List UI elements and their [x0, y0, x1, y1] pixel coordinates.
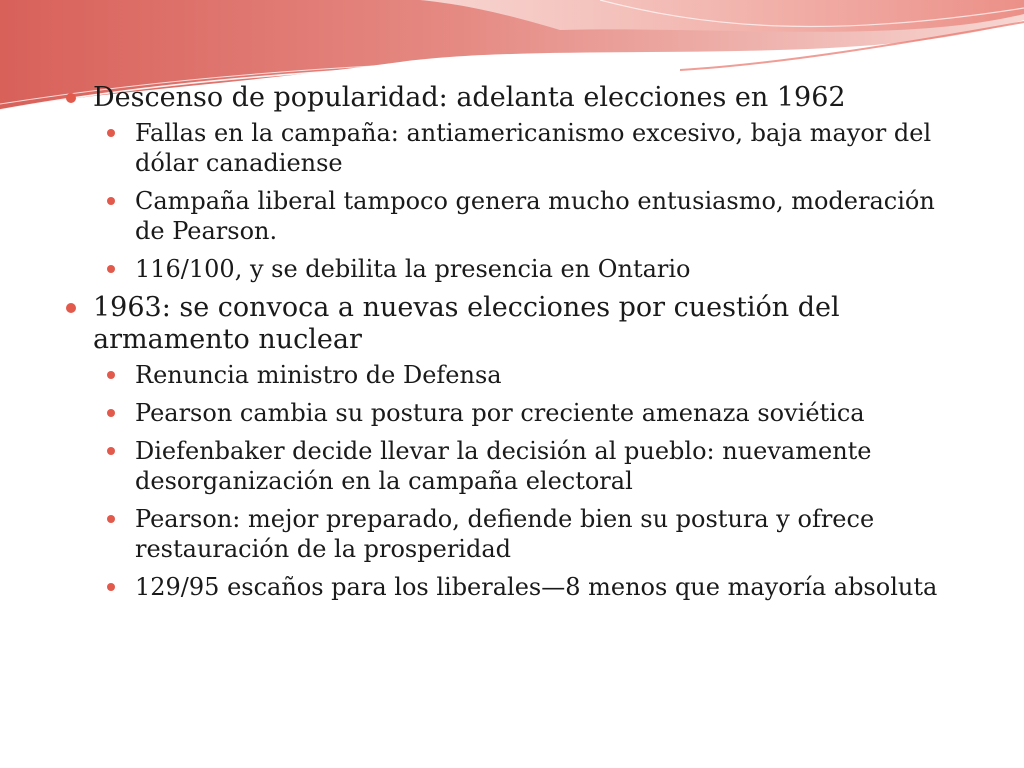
bullet-dot-icon	[107, 265, 115, 273]
sub-bullet-item	[107, 360, 962, 390]
bullet-dot-icon	[107, 371, 115, 379]
bullet-item	[62, 82, 962, 284]
sub-bullet-list	[93, 118, 962, 284]
sub-bullet-text: 116/100, y se debilita la presencia en Ontario	[135, 255, 691, 283]
sub-bullet-text: 129/95 escaños para los liberales—8 menos que mayoría absoluta	[135, 573, 938, 601]
sub-bullet-text: Pearson cambia su postura por creciente amenaza soviética	[135, 399, 865, 427]
bullet-dot-icon	[107, 129, 115, 137]
bullet-dot-icon	[107, 409, 115, 417]
sub-bullet-item	[107, 572, 962, 602]
sub-bullet-item	[107, 398, 962, 428]
sub-bullet-text: Diefenbaker decide llevar la decisión al pueblo: nuevamente desorganización en la campaña electoral	[135, 437, 872, 495]
sub-bullet-text: Fallas en la campaña: antiamericanismo excesivo, baja mayor del dólar canadiense	[135, 119, 932, 177]
bullet-dot-icon	[66, 303, 76, 313]
bullet-dot-icon	[107, 197, 115, 205]
bullet-text: Descenso de popularidad: adelanta elecciones en 1962	[93, 82, 846, 113]
sub-bullet-text: Renuncia ministro de Defensa	[135, 361, 502, 389]
bullet-dot-icon	[66, 93, 76, 103]
bullet-list	[62, 82, 962, 602]
bullet-item	[62, 292, 962, 602]
sub-bullet-text: Campaña liberal tampoco genera mucho entusiasmo, moderación de Pearson.	[135, 187, 935, 245]
bullet-dot-icon	[107, 583, 115, 591]
sub-bullet-list	[93, 360, 962, 602]
bullet-dot-icon	[107, 447, 115, 455]
bullet-dot-icon	[107, 515, 115, 523]
sub-bullet-item	[107, 254, 962, 284]
sub-bullet-item	[107, 118, 962, 178]
sub-bullet-text: Pearson: mejor preparado, defiende bien su postura y ofrece restauración de la prosperidad	[135, 505, 875, 563]
bullet-text: 1963: se convoca a nuevas elecciones por cuestión del armamento nuclear	[93, 292, 840, 355]
slide-content	[62, 82, 962, 610]
sub-bullet-item	[107, 504, 962, 564]
sub-bullet-item	[107, 436, 962, 496]
sub-bullet-item	[107, 186, 962, 246]
